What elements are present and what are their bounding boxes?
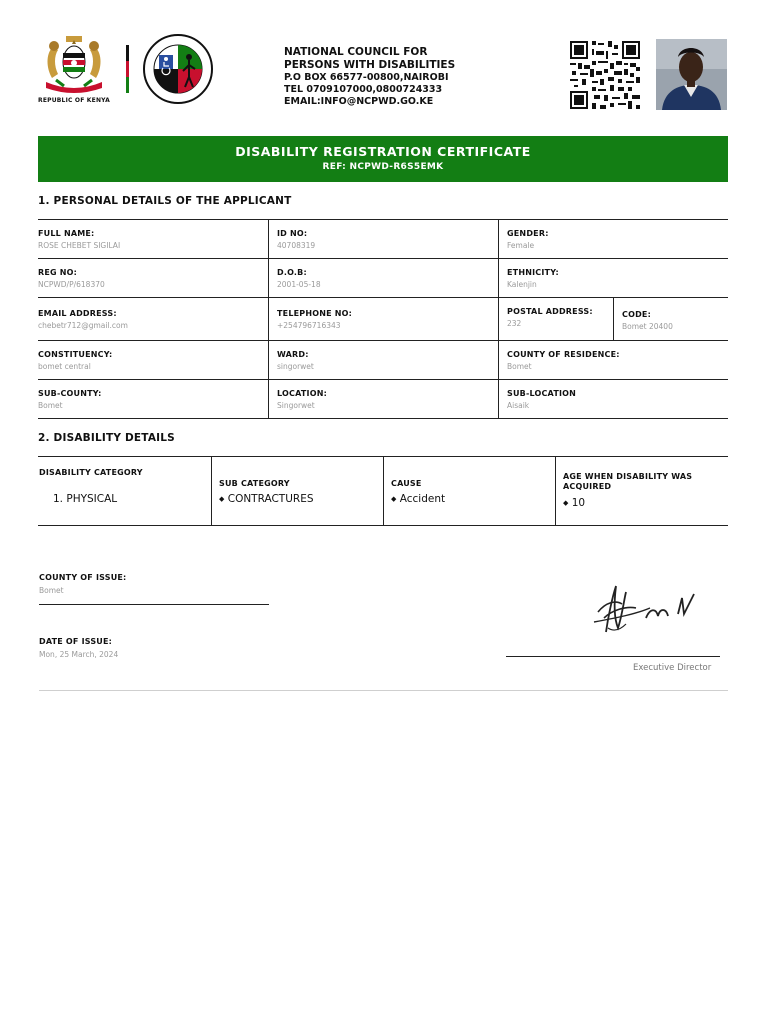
county-of-issue-value: Bomet [39, 586, 64, 595]
telephone-value: +254796716343 [277, 321, 341, 330]
location-cell [268, 380, 499, 418]
gender-label: GENDER: [507, 229, 549, 238]
date-of-issue-label: DATE OF ISSUE: [39, 637, 113, 646]
applicant-photo [656, 39, 727, 110]
age-value: 10 [571, 497, 586, 509]
footer-divider [39, 690, 728, 691]
coat-caption: REPUBLIC OF KENYA [38, 97, 110, 104]
reg-cell [38, 259, 268, 297]
id-label: ID NO: [277, 229, 308, 238]
ward-cell [268, 341, 499, 379]
org-telephone: TEL 0709107000,0800724333 [284, 84, 443, 95]
county-underline [39, 604, 269, 605]
organization-header [284, 46, 455, 108]
id-cell [268, 220, 499, 258]
postal-label: POSTAL ADDRESS: [507, 307, 593, 316]
code-cell [613, 298, 729, 340]
dob-cell [268, 259, 499, 297]
cause-label: CAUSE [391, 479, 422, 488]
sublocation-value: Aisaik [507, 401, 530, 410]
gender-value: Female [507, 241, 535, 250]
certificate-reference: REF: NCPWD-R6S5EMK [322, 162, 444, 172]
date-of-issue-value: Mon, 25 March, 2024 [39, 650, 119, 659]
cause-cell [383, 457, 556, 525]
subcategory-item [219, 493, 314, 505]
id-value: 40708319 [277, 241, 316, 250]
table-row [38, 298, 728, 341]
dob-value: 2001-05-18 [277, 280, 321, 289]
county-label: COUNTY OF RESIDENCE: [507, 350, 620, 359]
telephone-label: TELEPHONE NO: [277, 309, 353, 318]
org-address: P.O BOX 66577-00800,NAIROBI [284, 72, 449, 83]
sublocation-label: SUB-LOCATION [507, 389, 577, 398]
ethnicity-cell [498, 259, 729, 297]
table-row [38, 259, 728, 298]
location-value: Singorwet [277, 401, 315, 410]
signature-line [506, 656, 720, 657]
personal-details-heading: 1. PERSONAL DETAILS OF THE APPLICANT [38, 195, 292, 207]
org-email: EMAIL:INFO@NCPWD.GO.KE [284, 96, 434, 107]
org-name-line-1: NATIONAL COUNCIL FOR [284, 46, 428, 58]
postal-cell [498, 298, 614, 340]
bullet-icon: ◆ [219, 495, 225, 503]
age-cell [555, 457, 729, 525]
constituency-label: CONSTITUENCY: [38, 350, 113, 359]
bullet-icon: ◆ [391, 495, 397, 503]
full-name-value: ROSE CHEBET SIGILAI [38, 241, 121, 250]
age-label-line-2: ACQUIRED [563, 482, 612, 491]
reg-label: REG NO: [38, 268, 78, 277]
table-row [38, 341, 728, 380]
disability-details-table [38, 456, 728, 526]
certificate-banner [38, 136, 728, 182]
county-cell [498, 341, 729, 379]
telephone-cell [268, 298, 499, 340]
table-row [38, 380, 728, 419]
county-of-issue-label: COUNTY OF ISSUE: [39, 573, 127, 582]
sublocation-cell [498, 380, 729, 418]
constituency-cell [38, 341, 268, 379]
bullet-icon: ◆ [563, 499, 569, 507]
category-value: 1. PHYSICAL [53, 493, 118, 505]
code-label: CODE: [622, 310, 651, 319]
age-item [563, 497, 585, 509]
location-label: LOCATION: [277, 389, 327, 398]
ward-label: WARD: [277, 350, 309, 359]
cause-value: Accident [399, 493, 446, 505]
cause-item [391, 493, 445, 505]
email-value: chebetr712@gmail.com [38, 321, 128, 330]
dob-label: D.O.B: [277, 268, 307, 277]
category-cell [38, 457, 211, 525]
gender-cell [498, 220, 729, 258]
email-cell [38, 298, 268, 340]
category-label: DISABILITY CATEGORY [39, 468, 143, 477]
org-name-line-2: PERSONS WITH DISABILITIES [284, 59, 456, 71]
ethnicity-label: ETHNICITY: [507, 268, 559, 277]
email-label: EMAIL ADDRESS: [38, 309, 117, 318]
signatory-title: Executive Director [633, 663, 712, 673]
full-name-cell [38, 220, 268, 258]
full-name-label: FULL NAME: [38, 229, 95, 238]
county-value: Bomet [507, 362, 532, 371]
age-label-line-1: AGE WHEN DISABILITY WAS [563, 472, 693, 481]
subcategory-label: SUB CATEGORY [219, 479, 290, 488]
subcategory-value: CONTRACTURES [227, 493, 314, 505]
personal-details-table [38, 219, 728, 419]
postal-value: 232 [507, 319, 522, 328]
subcounty-label: SUB-COUNTY: [38, 389, 102, 398]
certificate-title: DISABILITY REGISTRATION CERTIFICATE [235, 144, 531, 159]
code-value: Bomet 20400 [622, 322, 673, 331]
constituency-value: bomet central [38, 362, 91, 371]
ethnicity-value: Kalenjin [507, 280, 537, 289]
disability-details-heading: 2. DISABILITY DETAILS [38, 432, 175, 444]
subcounty-value: Bomet [38, 401, 63, 410]
coat-of-arms-logo [38, 34, 110, 98]
table-row [38, 220, 728, 259]
flag-divider [126, 45, 129, 93]
ncpwd-seal-logo [135, 33, 221, 105]
subcategory-cell [211, 457, 384, 525]
subcounty-cell [38, 380, 268, 418]
qr-code [570, 41, 640, 109]
reg-value: NCPWD/P/618370 [38, 280, 105, 289]
ward-value: singorwet [277, 362, 314, 371]
signature-image [586, 578, 708, 640]
